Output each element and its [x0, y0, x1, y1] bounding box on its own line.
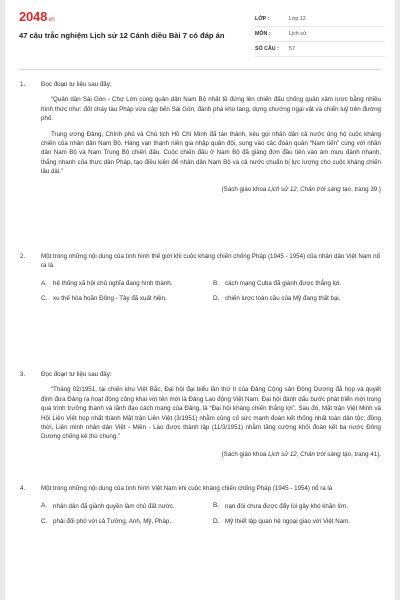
meta-value: 57 [289, 46, 295, 52]
site-logo[interactable] [19, 9, 55, 24]
question-prompt: Một trong những nội dung của tình hình thế giới khi cuộc kháng chiến chống Pháp (1945 - 1954) của nhân dân Việt Nam nổ ra là [41, 253, 381, 270]
meta-label: MÔN : [255, 31, 271, 37]
option-b[interactable] [213, 501, 379, 510]
option-a[interactable] [41, 501, 213, 510]
source-book: Lịch sử 12, Chân trời sáng tạo [268, 185, 352, 193]
passage-source [41, 450, 381, 459]
question-prompt: Đọc đoạn tư liệu sau đây: [41, 81, 112, 88]
document-header [5, 0, 395, 68]
document-page [5, 0, 395, 600]
option-letter: D. [213, 295, 220, 303]
option-text: hệ thống xã hội chủ nghĩa đang hình thành. [53, 280, 173, 288]
option-text: chiến lược toàn cầu của Mỹ đang thất bại. [225, 295, 341, 303]
passage-source [41, 185, 381, 194]
option-text: phải đối phó với cả Tưởng, Anh, Mỹ, Pháp. [53, 518, 172, 526]
passage-paragraph: “Tháng 02/1951, tại chiến khu Việt Bắc, Đại hội đại biểu lần thứ II của Đảng Cộng sản Đông Dương đã họp và quyết định đưa Đảng ra hoạt động công khai với tên mới là Đảng Lao động Việt Nam. Đại hội đánh dấu bước phát triển mới trong quá trình trưởng thành và lãnh đạo cách mạng của Đảng, là “Đại hội kháng chiến thắng lợi”. Sau đó, Mặt trận Việt Minh và Hội Liên Việt họp nhất thành Mặt trận Liên Việt (3/1951) nhằm củng cố sức mạnh đoàn kết thống nhất toàn dân tộc; đồng thời, Liên minh nhân dân Việt - Miên - Lào được thành lập (11/3/1951) nhằm tăng cường khối đoàn kết ba nước Đông Dương chống kẻ thù chung.” [41, 386, 381, 441]
option-text: nạn đói chưa được đẩy lùi gây khó khăn lớn. [225, 502, 349, 510]
source-prefix: (Sách giáo khoa [221, 450, 269, 458]
header-divider [19, 69, 381, 70]
option-c[interactable] [41, 517, 213, 526]
meta-label: LỚP : [255, 16, 270, 22]
answer-options [41, 279, 381, 304]
question-1 [5, 80, 395, 252]
meta-label: SỐ CÂU : [255, 46, 279, 52]
question-3 [5, 370, 395, 484]
question-number: 4. [20, 485, 26, 492]
question-prompt: Đọc đoạn tư liệu sau đây: [41, 371, 112, 378]
logo-name: 2048 [19, 9, 48, 24]
document-title: 47 câu trắc nghiệm Lịch sử 12 Cánh diều Bài 7 có đáp án [19, 31, 225, 40]
option-letter: C. [41, 295, 48, 303]
meta-value: Lớp 12 [289, 16, 306, 22]
source-prefix: (Sách giáo khoa [221, 185, 269, 193]
option-letter: D. [213, 517, 220, 525]
meta-value: Lịch sử [289, 31, 307, 37]
option-letter: A. [41, 279, 48, 287]
question-passage [41, 95, 381, 176]
question-2 [5, 252, 395, 370]
option-text: cách mạng Cuba đã giành được thắng lợi. [225, 280, 342, 288]
option-a[interactable] [41, 279, 213, 288]
question-list [5, 80, 395, 580]
question-number: 3. [20, 371, 26, 378]
option-text: nhân dân đã giành quyền làm chủ đất nước. [53, 502, 175, 510]
meta-row-grade [255, 12, 385, 27]
option-letter: C. [41, 517, 48, 525]
question-number: 1. [20, 81, 26, 88]
source-suffix: , trang 41). [351, 450, 381, 458]
option-d[interactable] [213, 294, 379, 303]
question-number: 2. [20, 253, 26, 260]
meta-row-subject [255, 27, 385, 42]
logo-suffix: .vn [47, 17, 55, 23]
document-meta [255, 12, 385, 57]
meta-row-question-count [255, 42, 385, 57]
option-d[interactable] [213, 517, 379, 526]
option-letter: A. [41, 502, 48, 510]
option-text: xu thế hòa hoãn Đông - Tây đã xuất hiện. [53, 295, 167, 303]
question-passage [41, 385, 381, 441]
question-4 [5, 484, 395, 580]
passage-paragraph: Trung ương Đảng, Chính phủ và Chủ tịch Hồ Chí Minh đã tán thành, kêu gọi nhân dân cả nước ủng hộ cuộc kháng chiến của nhân dân Nam Bộ. Hàng vạn thanh niên gia nhập quân đội, sung vào các đoàn quân “Nam tiến” cùng với nhân dân Nam Bộ và Nam Trung Bộ chiến đấu. Cuộc chiến đấu ở Nam Bộ đã giàng đơn đầu tiên vào âm mưu đánh nhanh, thắng nhanh của thực dân Pháp, tạo điều kiện để nhân dân Nam Bộ và cả nước chuẩn bị lực lượng cho cuộc kháng chiến lâu dài.” [41, 130, 381, 176]
option-text: Mỹ thiết lập quan hệ ngoại giao với Việt Nam. [225, 518, 351, 526]
option-letter: B. [213, 279, 220, 287]
option-c[interactable] [41, 294, 213, 303]
source-suffix: , trang 39.) [351, 185, 381, 193]
passage-paragraph: “Quân dân Sài Gòn - Chợ Lớn cùng quân dân Nam Bộ nhất tề đứng lên chiến đấu chống quân xâm lược bằng nhiều hình thức như: đốt cháy tàu Pháp vừa cập bến Sài Gòn, đánh phá kho tàng, dựng chướng ngại vật và chiến luỹ trên đường phố. [41, 96, 381, 123]
answer-options [41, 501, 381, 526]
source-book: Lịch sử 12, Chân trời sáng tạo [268, 450, 352, 458]
option-b[interactable] [213, 279, 379, 288]
option-letter: B. [213, 502, 220, 510]
question-prompt: Một trong những nội dung của tình hình Việt Nam khi cuộc kháng chiến chống Pháp (1945 - 1954) nổ ra là [41, 485, 333, 492]
